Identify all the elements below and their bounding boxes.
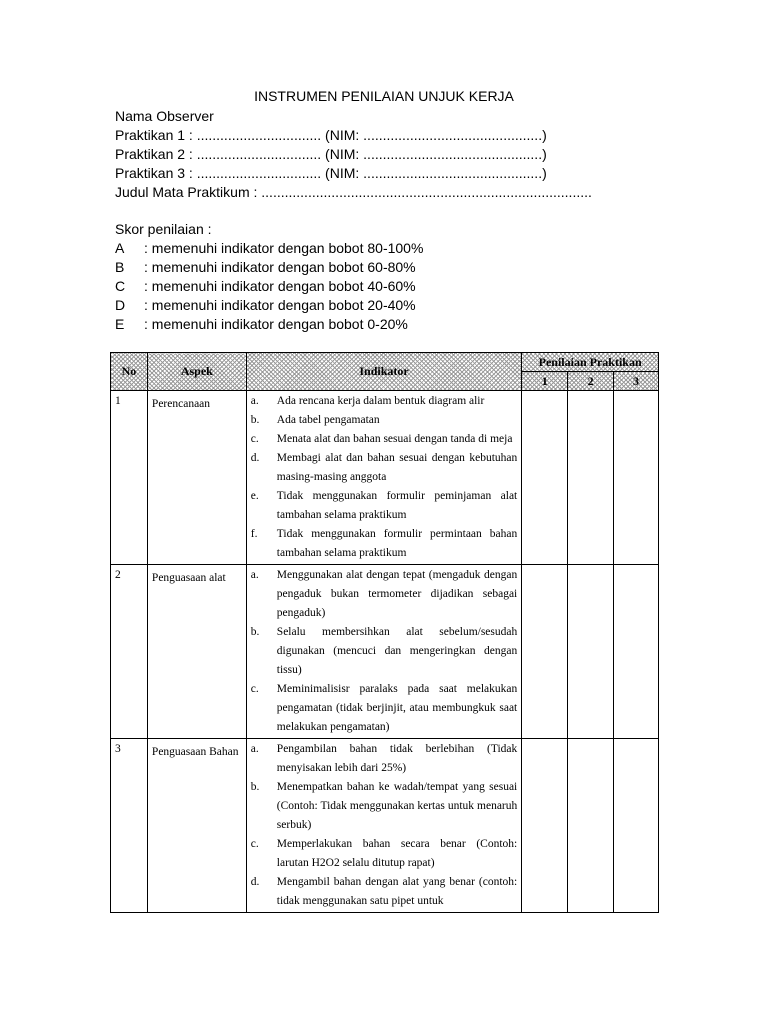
- indicator-item: b. Selalu membersihkan alat sebelum/sesudah digunakan (mencuci dan mengeringkan dengan tissu): [250, 626, 518, 676]
- table-row: [111, 565, 659, 739]
- score-cell-praktikan-1[interactable]: [522, 739, 568, 913]
- score-grade: D: [115, 297, 126, 313]
- score-title: Skor penilaian :: [115, 221, 212, 237]
- indicator-item: c. Memperlakukan bahan secara benar (Contoh: larutan H2O2 selalu ditutup rapat): [250, 838, 518, 869]
- score-desc: : memenuhi indikator dengan bobot 0-20%: [144, 316, 408, 332]
- indicator-item: b. Ada tabel pengamatan: [250, 414, 380, 426]
- header-no: No: [111, 353, 148, 391]
- score-grade: B: [115, 259, 125, 275]
- indicator-item: e. Tidak menggunakan formulir peminjaman alat tambahan selama praktikum: [250, 490, 518, 521]
- header-indikator: Indikator: [246, 353, 521, 391]
- row-number: 2: [111, 565, 148, 739]
- row-number: 3: [111, 739, 148, 913]
- document-title: INSTRUMEN PENILAIAN UNJUK KERJA: [254, 88, 514, 104]
- score-grade: E: [115, 316, 125, 332]
- indicator-item: c. Meminimalisisr paralaks pada saat melakukan pengamatan (tidak berjinjit, atau membungkuk saat melakukan pengamatan): [250, 683, 518, 733]
- praktikan-2-line: Praktikan 2 : ................................ (NIM: ..............................................): [115, 146, 547, 162]
- observer-line: Nama Observer: [115, 108, 214, 124]
- score-cell-praktikan-1[interactable]: [522, 391, 568, 565]
- table-row: [111, 391, 659, 565]
- score-grade: C: [115, 278, 126, 294]
- indicator-item: d. Membagi alat dan bahan sesuai dengan kebutuhan masing-masing anggota: [250, 452, 518, 483]
- score-row-c: [115, 277, 675, 296]
- judul-praktikum-line: Judul Mata Praktikum : .....................................................................................: [115, 184, 592, 200]
- row-indicators: [246, 739, 521, 913]
- praktikan-3-line: Praktikan 3 : ................................ (NIM: ..............................................): [115, 165, 547, 181]
- row-aspek: Penguasaan Bahan: [147, 739, 246, 913]
- score-row-a: [115, 239, 675, 258]
- indicator-item: d. Mengambil bahan dengan alat yang benar (contoh: tidak menggunakan satu pipet untuk: [250, 876, 518, 907]
- header-praktikan-1: 1: [522, 372, 568, 391]
- score-desc: : memenuhi indikator dengan bobot 40-60%: [144, 278, 416, 294]
- header-penilaian: Penilaian Praktikan: [522, 353, 659, 372]
- score-cell-praktikan-3[interactable]: [614, 565, 659, 739]
- score-grade: A: [115, 240, 125, 256]
- score-row-e: [115, 315, 675, 334]
- row-indicators: [246, 391, 521, 565]
- score-cell-praktikan-2[interactable]: [568, 739, 614, 913]
- row-indicators: [246, 565, 521, 739]
- identity-block: [115, 107, 675, 202]
- praktikan-1-line: Praktikan 1 : ................................ (NIM: ..............................................): [115, 127, 547, 143]
- score-desc: : memenuhi indikator dengan bobot 20-40%: [144, 297, 416, 313]
- assessment-table: [110, 352, 659, 913]
- indicator-item: f. Tidak menggunakan formulir permintaan bahan tambahan selama praktikum: [250, 528, 518, 559]
- indicator-item: c. Menata alat dan bahan sesuai dengan tanda di meja: [250, 433, 513, 445]
- row-aspek: Penguasaan alat: [147, 565, 246, 739]
- header-aspek: Aspek: [147, 353, 246, 391]
- indicator-item: a. Ada rencana kerja dalam bentuk diagram alir: [250, 395, 485, 407]
- score-scale-block: [115, 220, 675, 334]
- score-cell-praktikan-2[interactable]: [568, 565, 614, 739]
- indicator-item: a. Menggunakan alat dengan tepat (mengaduk dengan pengaduk bukan termometer dijadikan sebagai pengaduk): [250, 569, 518, 619]
- score-row-d: [115, 296, 675, 315]
- score-desc: : memenuhi indikator dengan bobot 80-100%: [144, 240, 424, 256]
- score-cell-praktikan-3[interactable]: [614, 391, 659, 565]
- row-number: 1: [111, 391, 148, 565]
- score-row-b: [115, 258, 675, 277]
- row-aspek: Perencanaan: [147, 391, 246, 565]
- table-row: [111, 739, 659, 913]
- score-cell-praktikan-2[interactable]: [568, 391, 614, 565]
- score-desc: : memenuhi indikator dengan bobot 60-80%: [144, 259, 416, 275]
- indicator-item: b. Menempatkan bahan ke wadah/tempat yang sesuai (Contoh: Tidak menggunakan kertas untuk menaruh serbuk): [250, 781, 518, 831]
- score-cell-praktikan-1[interactable]: [522, 565, 568, 739]
- score-cell-praktikan-3[interactable]: [614, 739, 659, 913]
- header-praktikan-2: 2: [568, 372, 614, 391]
- indicator-item: a. Pengambilan bahan tidak berlebihan (Tidak menyisakan lebih dari 25%): [250, 743, 518, 774]
- header-praktikan-3: 3: [614, 372, 659, 391]
